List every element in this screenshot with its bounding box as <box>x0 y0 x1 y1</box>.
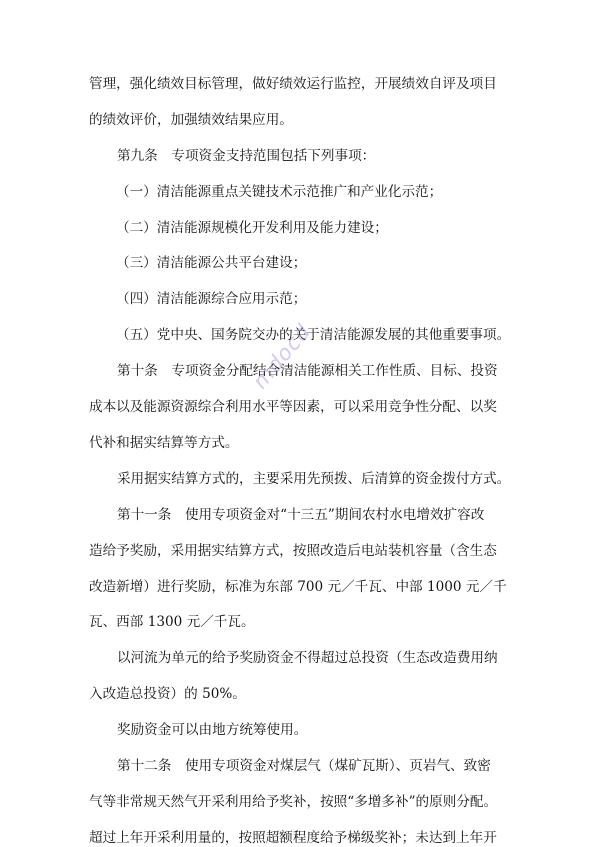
text-line-19: 奖励资金可以由地方统筹使用。 <box>117 722 308 738</box>
text-line-2: 的绩效评价，加强绩效结果应用。 <box>89 112 293 128</box>
list-item-4: （四）清洁能源综合应用示范； <box>116 291 307 307</box>
watermark: mdocd <box>248 319 316 394</box>
text-line-1: 管理，强化绩效目标管理，做好绩效运行监控，开展绩效自评及项目 <box>89 76 497 92</box>
text-line-22: 超过上年开采利用量的，按照超额程度给予梯级奖补；未达到上年开 <box>89 830 497 846</box>
list-item-5: （五）党中央、国务院交办的关于清洁能源发展的其他重要事项。 <box>116 327 511 343</box>
text-line-16: 瓦、西部 1300 元／千瓦。 <box>89 614 255 630</box>
article-12-heading: 第十二条 使用专项资金对煤层气（煤矿瓦斯）、页岩气、致密 <box>117 758 491 774</box>
text-line-10: 成本以及能源资源综合利用水平等因素，可以采用竞争性分配、以奖 <box>89 399 497 415</box>
article-11-heading: 第十一条 使用专项资金对“十三五”期间农村水电增效扩容改 <box>117 507 485 523</box>
list-item-3: （三）清洁能源公共平台建设； <box>116 255 307 271</box>
list-item-2: （二）清洁能源规模化开发利用及能力建设； <box>116 220 388 236</box>
list-item-1: （一）清洁能源重点关键技术示范推广和产业化示范； <box>116 184 443 200</box>
text-line-17: 以河流为单元的给予奖励资金不得超过总投资（生态改造费用纳 <box>117 650 498 666</box>
article-9-heading: 第九条 专项资金支持范围包括下列事项： <box>117 148 376 164</box>
text-line-21: 气等非常规天然气开采利用给予奖补，按照“多增多补”的原则分配。 <box>89 794 498 810</box>
article-10-heading: 第十条 专项资金分配结合清洁能源相关工作性质、目标、投资 <box>117 363 498 379</box>
text-line-11: 代补和据实结算等方式。 <box>89 435 239 451</box>
text-line-15: 改造新增）进行奖励，标准为东部 700 元／千瓦、中部 1000 元／千 <box>89 579 507 595</box>
text-line-12: 采用据实结算方式的，主要采用先预拨、后清算的资金拨付方式。 <box>117 471 511 487</box>
text-line-18: 入改造总投资）的 50%。 <box>89 686 246 702</box>
text-line-14: 造给予奖励，采用据实结算方式，按照改造后电站装机容量（含生态 <box>89 543 497 559</box>
